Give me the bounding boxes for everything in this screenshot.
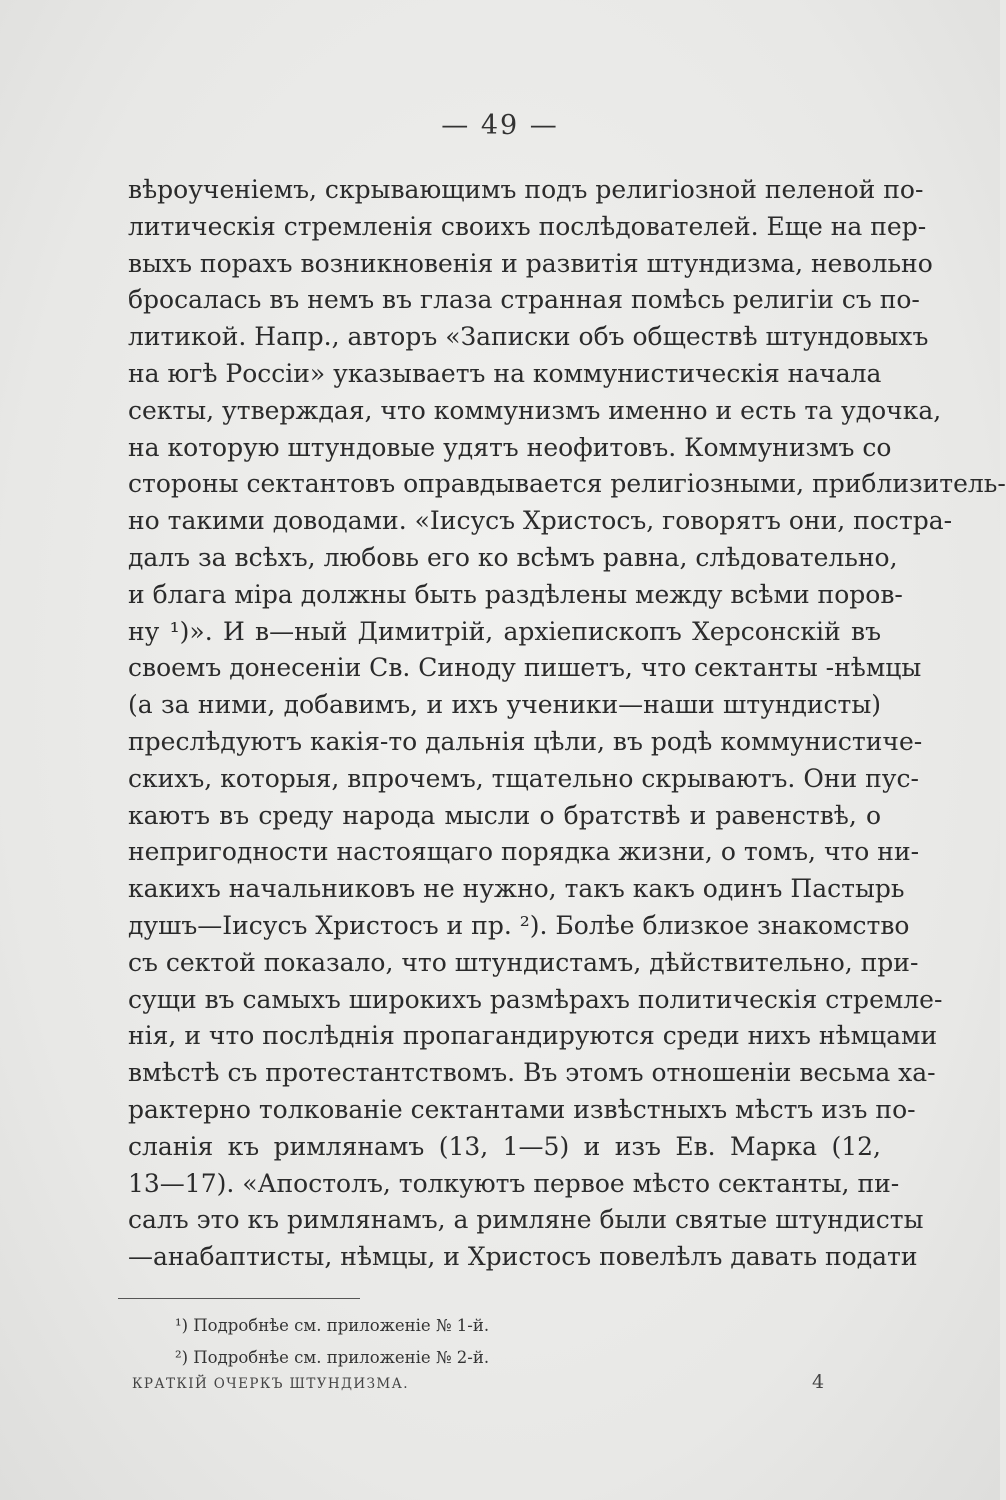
text-line: —анабаптисты, нѣмцы, и Христосъ повелѣлъ давать подати xyxy=(128,1242,918,1272)
text-line: скихъ, которыя, впрочемъ, тщательно скрываютъ. Они пус- xyxy=(128,763,919,793)
text-line: выхъ порахъ возникновенія и развитія штундизма, невольно xyxy=(128,248,933,278)
text-line: и блага міра должны быть раздѣлены между всѣми поров- xyxy=(128,579,903,609)
text-line: душъ—Іисусъ Христосъ и пр. ²). Болѣе близкое знакомство xyxy=(128,910,910,940)
footnotes xyxy=(175,1310,875,1374)
text-line: сланія къ римлянамъ (13, 1—5) и изъ Ев. Марка (12, xyxy=(128,1131,881,1161)
text-line: стороны сектантовъ оправдывается религіозными, приблизитель- xyxy=(128,469,1006,499)
text-line: литическія стремленія своихъ послѣдователей. Еще на пер- xyxy=(128,211,927,241)
text-line: но такими доводами. «Іисусъ Христосъ, говорятъ они, постра- xyxy=(128,506,953,536)
text-line: бросалась въ немъ въ глаза странная помѣсь религіи съ по- xyxy=(128,285,920,315)
text-line: каютъ въ среду народа мысли о братствѣ и равенствѣ, о xyxy=(128,800,881,830)
page-number: — 49 — xyxy=(441,110,559,141)
text-line: на югѣ Россіи» указываетъ на коммунистическія начала xyxy=(128,358,882,388)
body-text xyxy=(128,172,1006,1276)
text-line: съ сектой показало, что штундистамъ, дѣйствительно, при- xyxy=(128,947,919,977)
footnote-2: ²) Подробнѣе см. приложеніе № 2-й. xyxy=(175,1348,490,1367)
text-line: (а за ними, добавимъ, и ихъ ученики—наши штундисты) xyxy=(128,690,881,720)
signature-number: 4 xyxy=(812,1371,825,1393)
text-line: какихъ начальниковъ не нужно, такъ какъ одинъ Пастырь xyxy=(128,874,905,904)
text-line: непригодности настоящаго порядка жизни, о томъ, что ни- xyxy=(128,837,920,867)
text-line: преслѣдуютъ какія-то дальнія цѣли, въ родѣ коммунистиче- xyxy=(128,726,923,756)
text-line: ну ¹)». И в—ный Димитрій, архіепископъ Херсонскій въ xyxy=(128,616,881,646)
text-line: салъ это къ римлянамъ, а римляне были святые штундисты xyxy=(128,1205,924,1235)
text-line: вмѣстѣ съ протестантствомъ. Въ этомъ отношеніи весьма ха- xyxy=(128,1058,936,1088)
text-line: нія, и что послѣднія пропагандируются среди нихъ нѣмцами xyxy=(128,1021,938,1051)
text-line: на которую штундовые удятъ неофитовъ. Коммунизмъ со xyxy=(128,432,892,462)
text-line: вѣроученіемъ, скрывающимъ подъ религіозной пеленой по- xyxy=(128,175,924,204)
signature-title: КРАТКІЙ ОЧЕРКЪ ШТУНДИЗМА. xyxy=(132,1376,409,1392)
text-line: секты, утверждая, что коммунизмъ именно и есть та удочка, xyxy=(128,395,942,425)
text-line: далъ за всѣхъ, любовь его ко всѣмъ равна, слѣдовательно, xyxy=(128,542,898,572)
text-line: рактерно толкованіе сектантами извѣстныхъ мѣстъ изъ по- xyxy=(128,1094,916,1124)
footnote-1: ¹) Подробнѣе см. приложеніе № 1-й. xyxy=(175,1316,490,1335)
footnote-divider xyxy=(118,1298,360,1299)
text-line: сущи въ самыхъ широкихъ размѣрахъ политическія стремле- xyxy=(128,984,943,1014)
text-line: литикой. Напр., авторъ «Записки объ обществѣ штундовыхъ xyxy=(128,322,929,352)
text-line: своемъ донесеніи Св. Синоду пишетъ, что сектанты -нѣмцы xyxy=(128,653,922,683)
text-line: 13—17). «Апостолъ, толкуютъ первое мѣсто сектанты, пи- xyxy=(128,1168,900,1198)
